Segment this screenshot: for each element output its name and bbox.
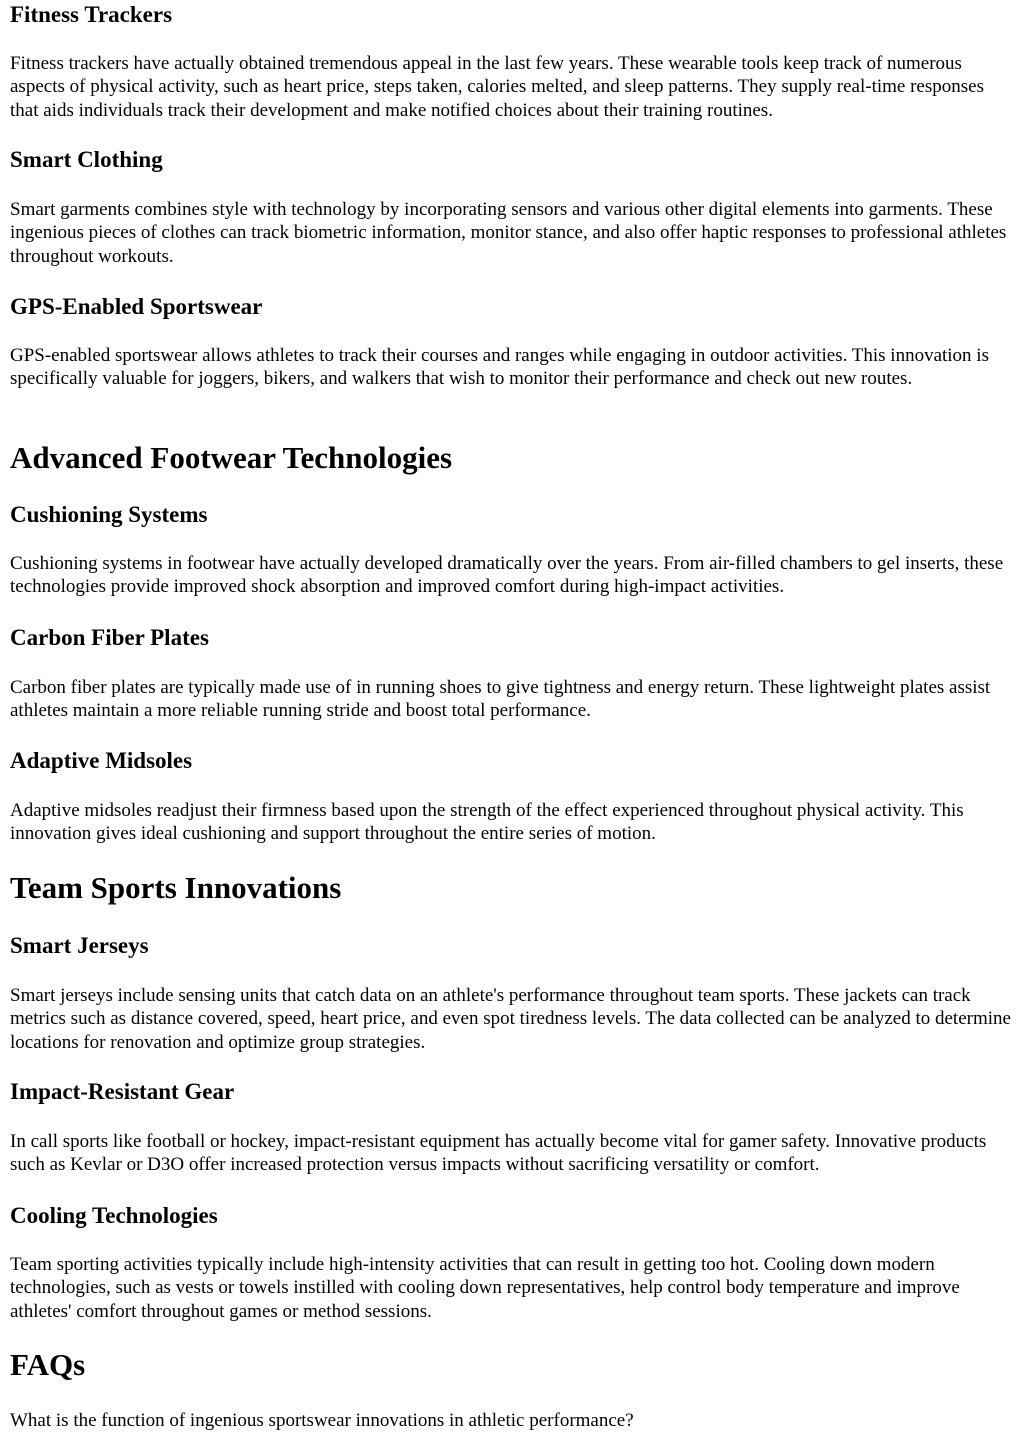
paragraph-cushioning-systems: Cushioning systems in footwear have actually developed dramatically over the years. From air-filled chambers to gel inserts, these technologies provide improved shock absorption and improved comfort during high-impact activities. (10, 553, 1004, 598)
heading-advanced-footwear: Advanced Footwear Technologies (10, 440, 453, 475)
paragraph-smart-clothing: Smart garments combines style with technology by incorporating sensors and various other digital elements into garments. These ingenious pieces of clothes can track biometric information, monitor stance, and also offer haptic responses to professional athletes throughout workouts. (10, 199, 1007, 267)
heading-faqs: FAQs (10, 1347, 86, 1382)
heading-cooling-tech: Cooling Technologies (10, 1203, 218, 1228)
paragraph-impact-resistant: In call sports like football or hockey, impact-resistant equipment has actually become vital for gamer safety. Innovative products such as Kevlar or D3O offer increased protection versus impacts without sacrificing versatility or comfort. (10, 1131, 987, 1176)
paragraph-cooling-tech: Team sporting activities typically include high-intensity activities that can result in getting too hot. Cooling down modern technologies, such as vests or towels instilled with cooling down representatives, help control body temperature and improve athletes' comfort throughout games or method sessions. (10, 1254, 960, 1322)
faq-question-1: What is the function of ingenious sportswear innovations in athletic performance? (10, 1410, 634, 1431)
heading-carbon-fiber-plates: Carbon Fiber Plates (10, 625, 209, 650)
heading-gps-sportswear: GPS-Enabled Sportswear (10, 294, 263, 319)
paragraph-gps-sportswear: GPS-enabled sportswear allows athletes to track their courses and ranges while engaging in outdoor activities. This innovation is specifically valuable for joggers, bikers, and walkers that wish to monitor their performance and check out new routes. (10, 345, 989, 390)
paragraph-adaptive-midsoles: Adaptive midsoles readjust their firmness based upon the strength of the effect experienced throughout physical activity. This innovation gives ideal cushioning and support throughout the entire series of motion. (10, 800, 964, 845)
heading-team-sports: Team Sports Innovations (10, 870, 342, 905)
heading-cushioning-systems: Cushioning Systems (10, 502, 208, 527)
paragraph-carbon-fiber-plates: Carbon fiber plates are typically made use of in running shoes to give tightness and energy return. These lightweight plates assist athletes maintain a more reliable running stride and boost total performance. (10, 677, 991, 722)
heading-adaptive-midsoles: Adaptive Midsoles (10, 748, 193, 773)
heading-fitness-trackers: Fitness Trackers (10, 2, 173, 27)
paragraph-fitness-trackers: Fitness trackers have actually obtained tremendous appeal in the last few years. These wearable tools keep track of numerous aspects of physical activity, such as heart price, steps taken, calories melted, and sleep patterns. They supply real-time responses that aids individuals track their development and make notified choices about their training routines. (10, 53, 984, 121)
heading-smart-clothing: Smart Clothing (10, 147, 163, 172)
paragraph-smart-jerseys: Smart jerseys include sensing units that catch data on an athlete's performance throughout team sports. These jackets can track metrics such as distance covered, speed, heart price, and even spot tiredness levels. The data collected can be analyzed to determine locations for renovation and optimize group strategies. (10, 985, 1011, 1053)
heading-smart-jerseys: Smart Jerseys (10, 933, 149, 958)
heading-impact-resistant: Impact-Resistant Gear (10, 1079, 235, 1104)
